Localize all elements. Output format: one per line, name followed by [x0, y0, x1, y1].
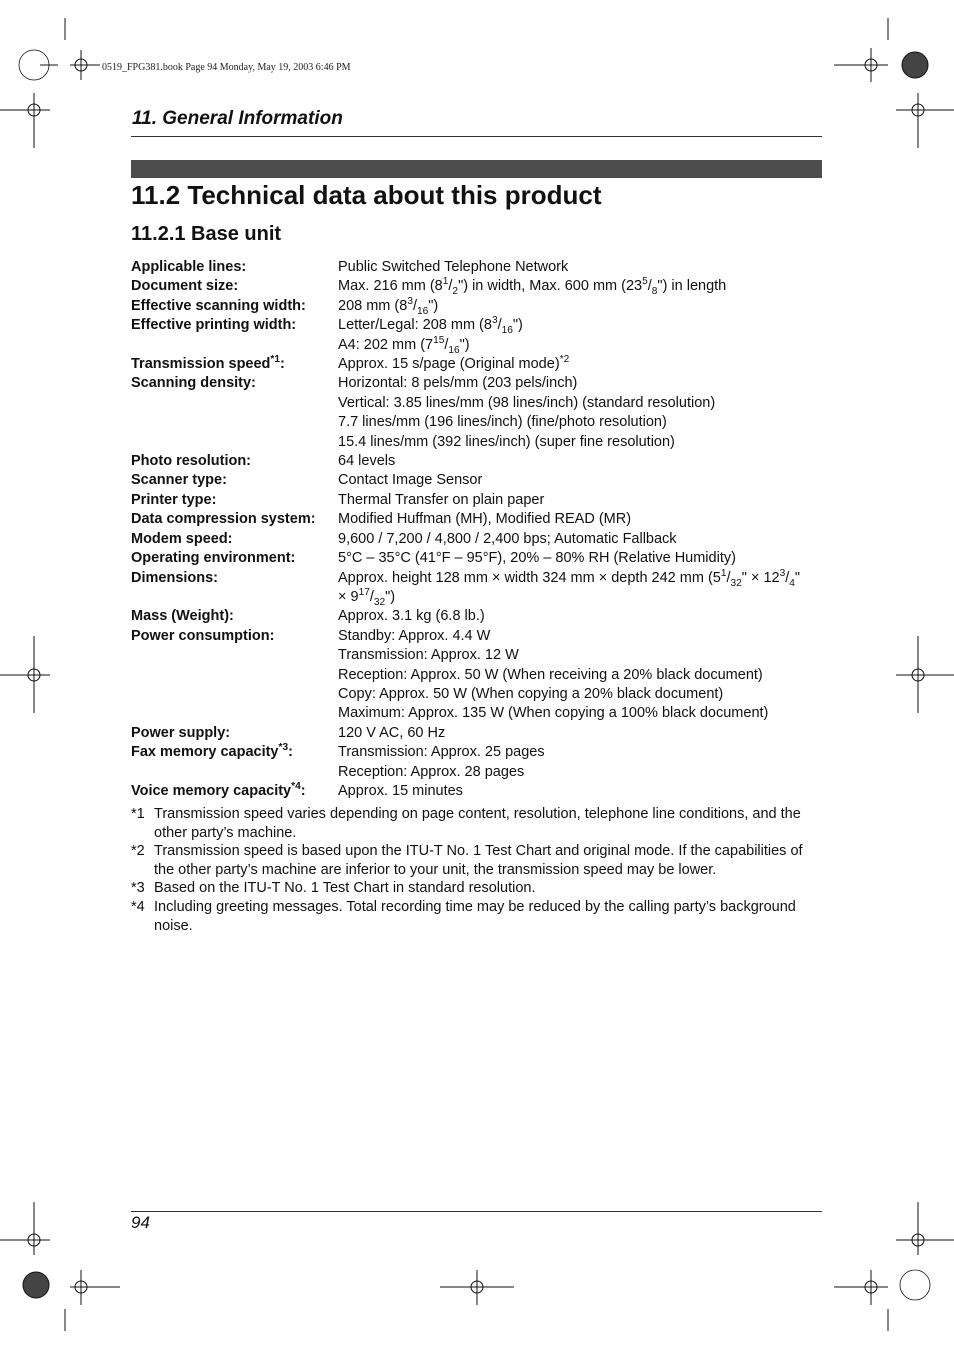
spec-value-line: 5°C – 35°C (41°F – 95°F), 20% – 80% RH (Relative Humidity) — [338, 550, 736, 567]
footnote — [131, 805, 826, 842]
spec-value — [338, 452, 831, 471]
spec-value — [338, 491, 831, 510]
spec-value-line: Approx. 3.1 kg (6.8 lb.) — [338, 608, 485, 625]
subsection-title: 11.2.1 Base unit — [131, 223, 282, 245]
spec-label: Voice memory capacity$^{*4}$: — [131, 781, 306, 799]
spec-row — [131, 355, 831, 374]
spec-value-line: Reception: Approx. 50 W (When receiving a 20% black document) — [338, 666, 763, 683]
spec-value-line: Approx. 15 minutes — [338, 782, 463, 799]
spec-label: Mass (Weight): — [131, 608, 234, 625]
spec-value — [338, 724, 831, 743]
footnote-text: Including greeting messages. Total recording time may be reduced by the calling party’s background noise. — [154, 898, 796, 934]
spec-label: Transmission speed$^{*1}$: — [131, 354, 285, 373]
spec-label: Scanner type: — [131, 472, 227, 489]
spec-value-line: Horizontal: 8 pels/mm (203 pels/inch) — [338, 375, 578, 392]
spec-value — [338, 743, 831, 782]
spec-value — [338, 782, 831, 801]
spec-row — [131, 549, 831, 568]
spec-value-line: Transmission: Approx. 12 W — [338, 647, 519, 664]
spec-row — [131, 452, 831, 471]
spec-row — [131, 297, 831, 316]
footnote-number: *4 — [131, 898, 145, 915]
spec-label: Data compression system: — [131, 511, 316, 528]
spec-row — [131, 316, 831, 355]
spec-value-line: Contact Image Sensor — [338, 472, 483, 489]
spec-label: Effective printing width: — [131, 317, 297, 334]
spec-row — [131, 277, 831, 296]
footnote-number: *2 — [131, 843, 145, 860]
spec-value-line: 120 V AC, 60 Hz — [338, 724, 446, 741]
spec-row — [131, 607, 831, 626]
spec-value — [338, 549, 831, 568]
spec-value — [338, 530, 831, 549]
spec-value-line: 9,600 / 7,200 / 4,800 / 2,400 bps; Automatic Fallback — [338, 530, 677, 547]
spec-value-line: Standby: Approx. 4.4 W — [338, 627, 491, 644]
spec-value — [338, 374, 831, 452]
footnote — [131, 898, 826, 935]
spec-value-line: Public Switched Telephone Network — [338, 259, 569, 275]
spec-label: Scanning density: — [131, 375, 256, 392]
print-info: 0519_FPG381.book Page 94 Monday, May 19, 2003 6:46 PM — [102, 62, 351, 73]
spec-value-line: Reception: Approx. 28 pages — [338, 763, 525, 780]
spec-value — [338, 316, 831, 355]
spec-row — [131, 530, 831, 549]
spec-row — [131, 258, 831, 277]
spec-label: Document size: — [131, 278, 239, 295]
spec-row — [131, 782, 831, 801]
page-number: 94 — [131, 1213, 150, 1232]
spec-label: Power supply: — [131, 724, 231, 741]
footnote-number: *1 — [131, 806, 145, 822]
spec-value-line: Vertical: 3.85 lines/mm (98 lines/inch) (standard resolution) — [338, 394, 716, 411]
spec-value-line: Thermal Transfer on plain paper — [338, 491, 545, 508]
spec-row — [131, 627, 831, 724]
spec-value-line: Modified Huffman (MH), Modified READ (MR) — [338, 511, 632, 528]
footnote — [131, 879, 826, 898]
spec-value-line: × $9^{17}/_{32}$") — [338, 587, 396, 608]
spec-value-line: 15.4 lines/mm (392 lines/inch) (super fine resolution) — [338, 433, 675, 450]
spec-value — [338, 355, 831, 374]
spec-value-line: Letter/Legal: 208 mm $(8^3/_{16}")$ — [338, 315, 523, 337]
spec-label: Dimensions: — [131, 569, 219, 586]
footnote-text: Transmission speed is based upon the ITU-T No. 1 Test Chart and original mode. If the capabilities of the other party’s machine are inferior to your unit, the transmission speed may be lower. — [154, 843, 803, 878]
starburst-mark — [900, 1270, 930, 1300]
spec-row — [131, 471, 831, 490]
spec-value — [338, 627, 831, 724]
header-rule — [131, 136, 822, 137]
spec-label: Printer type: — [131, 491, 217, 508]
spec-label: Power consumption: — [131, 627, 275, 644]
footnote-number: *3 — [131, 880, 145, 897]
page-title: 11.2 Technical data about this product — [131, 180, 602, 210]
spec-value-line: Transmission: Approx. 25 pages — [338, 744, 545, 761]
spec-value-line: A4: 202 mm $(7^{15}/_{16}")$ — [338, 334, 470, 356]
spec-row — [131, 491, 831, 510]
section-header: 11. General Information — [132, 108, 343, 129]
spec-value-line: 208 mm $(8^3/_{16}")$ — [338, 295, 439, 317]
spec-label: Modem speed: — [131, 530, 233, 547]
spec-value — [338, 607, 831, 626]
spec-value-line: 64 levels — [338, 453, 396, 470]
spec-row — [131, 743, 831, 782]
spec-label: Operating environment: — [131, 550, 296, 567]
spec-value-line: Maximum: Approx. 135 W (When copying a 100% black document) — [338, 705, 769, 722]
spec-label: Effective scanning width: — [131, 297, 306, 314]
spec-value — [338, 297, 831, 316]
spec-value — [338, 510, 831, 529]
footnote — [131, 842, 826, 879]
title-bar — [131, 160, 822, 178]
spec-row — [131, 724, 831, 743]
spec-row — [131, 569, 831, 608]
footnote-text: Based on the ITU-T No. 1 Test Chart in standard resolution. — [154, 880, 536, 897]
spec-row — [131, 510, 831, 529]
spec-table — [131, 258, 831, 801]
footnotes — [131, 805, 826, 935]
spec-value — [338, 471, 831, 490]
spec-value — [338, 277, 831, 296]
spec-label: Photo resolution: — [131, 453, 252, 470]
spec-row — [131, 374, 831, 452]
spec-value — [338, 258, 831, 277]
spec-value-line: Max. 216 mm $(8^1/_2")$ in width, Max. 600 mm $(23^5/_8")$ in length — [338, 276, 727, 298]
spec-value-line: 7.7 lines/mm (196 lines/inch) (fine/photo resolution) — [338, 414, 667, 431]
spec-value-line: Approx. height 128 mm × width 324 mm × depth 242 mm ($5^1/_{32}$" × $12^3/_4$" — [338, 567, 801, 589]
spec-value-line: Approx. 15 s/page (Original mode)$^{*2}$ — [338, 354, 570, 373]
spec-value-line: Copy: Approx. 50 W (When copying a 20% black document) — [338, 685, 724, 702]
starburst-mark — [902, 52, 928, 78]
spec-value — [338, 569, 831, 608]
spec-label: Applicable lines: — [131, 259, 247, 275]
starburst-mark — [23, 1272, 49, 1298]
footer-rule — [131, 1211, 822, 1212]
spec-label: Fax memory capacity$^{*3}$: — [131, 742, 293, 761]
footnote-text: Transmission speed varies depending on page content, resolution, telephone line conditions, and the other party’s machine. — [154, 806, 801, 841]
